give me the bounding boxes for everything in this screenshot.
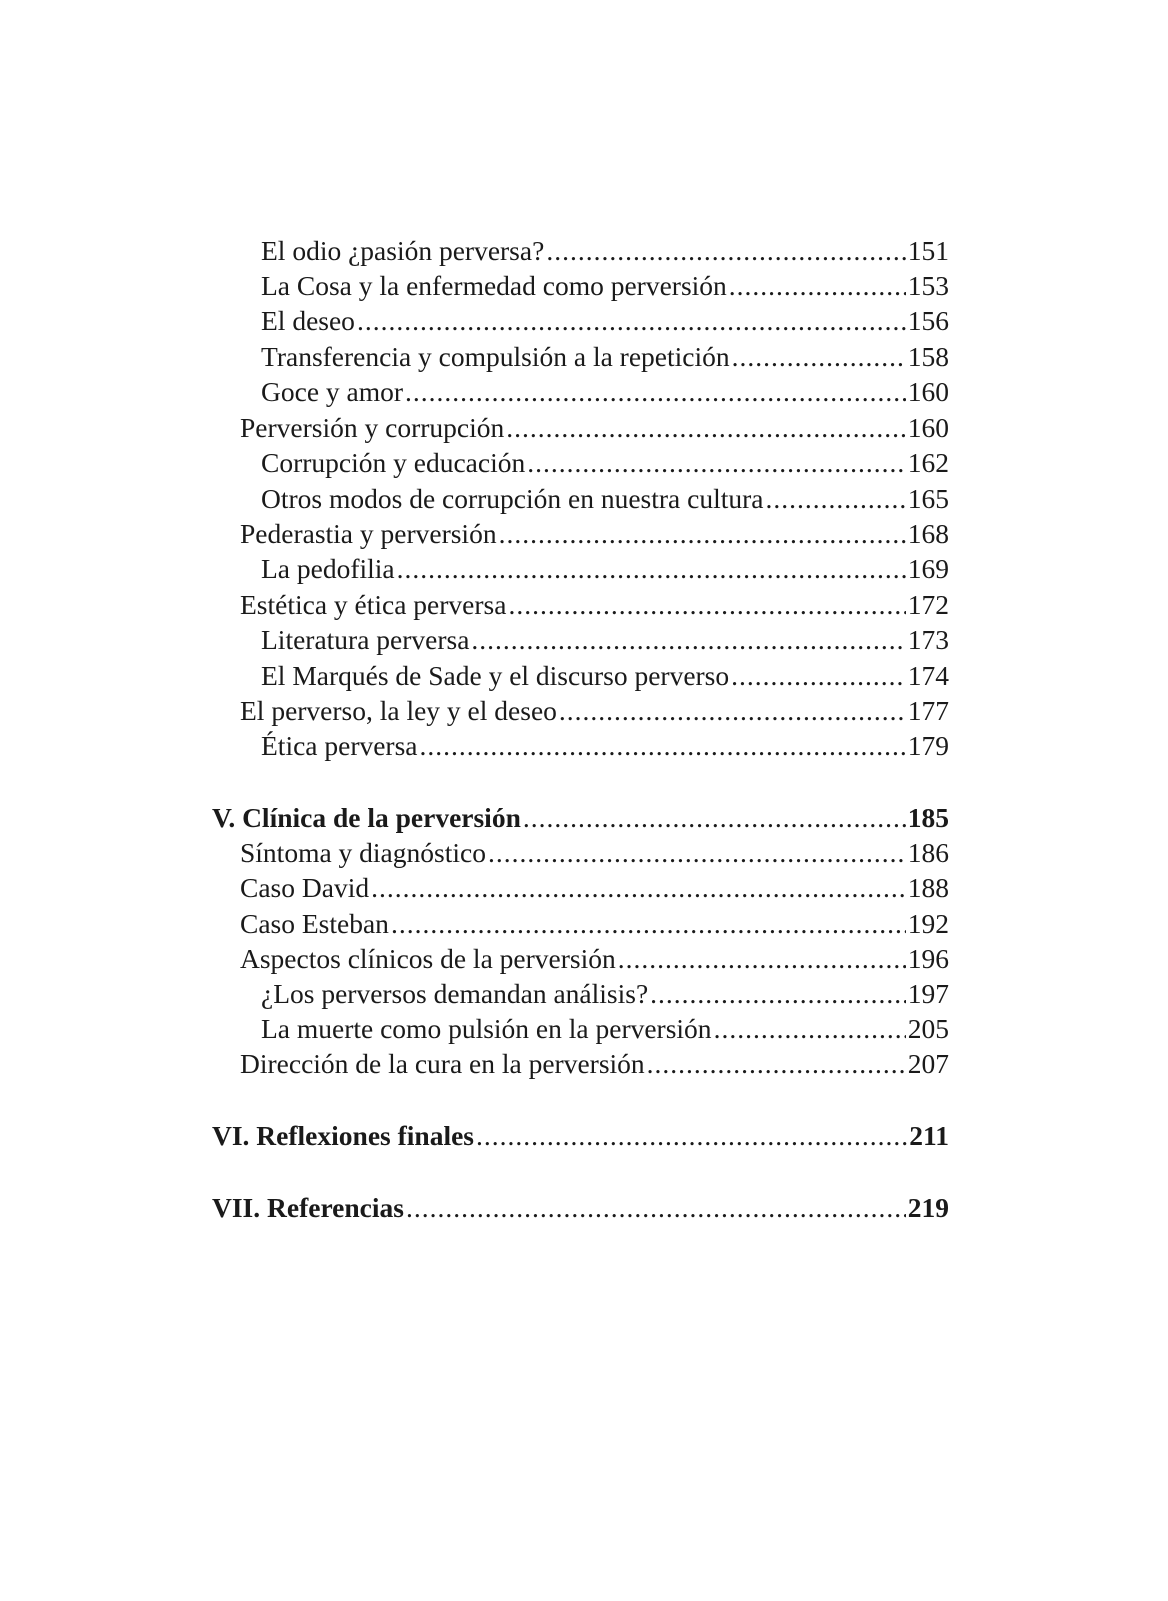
toc-entry (261, 658, 949, 694)
toc-entry (240, 906, 949, 942)
dot-leader (508, 587, 905, 623)
dot-leader (766, 481, 906, 517)
toc-entry (261, 303, 949, 339)
toc-entry-title: El Marqués de Sade y el discurso perverso (261, 660, 730, 691)
dot-leader (420, 728, 906, 764)
dot-leader (488, 835, 906, 871)
toc-entry-title: Ética perversa (261, 730, 418, 761)
toc-entry-title: Transferencia y compulsión a la repetición (261, 341, 730, 372)
toc-entry-page: 173 (907, 624, 949, 655)
toc-entry-title: Dirección de la cura en la perversión (240, 1048, 645, 1079)
toc-entry-title: Literatura perversa (261, 624, 470, 655)
dot-leader (523, 800, 906, 836)
toc-entry (240, 516, 949, 552)
toc-entry-page: 174 (907, 660, 949, 691)
toc-entry-title: VI. Reflexiones finales (212, 1120, 474, 1151)
toc-entry (261, 374, 949, 410)
toc-entry-title: ¿Los perversos demandan análisis? (261, 978, 649, 1009)
toc-entry-title: Aspectos clínicos de la perversión (240, 943, 616, 974)
toc-chapter-entry (212, 1190, 949, 1226)
toc-entry (240, 835, 949, 871)
toc-entry-title: Caso Esteban (240, 908, 389, 939)
toc-entry-title: Caso David (240, 872, 370, 903)
toc-entry (261, 622, 949, 658)
dot-leader (546, 233, 905, 269)
dot-leader (357, 303, 906, 339)
dot-leader (471, 622, 905, 658)
toc-entry (240, 1046, 949, 1082)
dot-leader (371, 870, 906, 906)
dot-leader (506, 410, 906, 446)
toc-entry-title: Pederastia y perversión (240, 518, 497, 549)
toc-entry-title: El odio ¿pasión perversa? (261, 235, 545, 266)
dot-leader (714, 1011, 906, 1047)
toc-entry-title: VII. Referencias (212, 1192, 404, 1223)
toc-entry-title: Síntoma y diagnóstico (240, 837, 486, 868)
toc-entry (261, 445, 949, 481)
toc-chapter-entry (212, 800, 949, 836)
toc-entry-page: 186 (907, 837, 949, 868)
toc-entry-page: 160 (907, 412, 949, 443)
dot-leader (406, 1190, 906, 1226)
dot-leader (499, 516, 906, 552)
toc-entry-title: Otros modos de corrupción en nuestra cultura (261, 483, 764, 514)
dot-leader (650, 976, 906, 1012)
toc-entry (240, 870, 949, 906)
toc-entry-title: La Cosa y la enfermedad como perversión (261, 270, 727, 301)
toc-chapter-entry (212, 1118, 949, 1154)
toc-entry-page: 177 (907, 695, 949, 726)
toc-entry-page: 188 (907, 872, 949, 903)
toc-entry (240, 410, 949, 446)
toc-entry-page: 153 (907, 270, 949, 301)
dot-leader (391, 906, 906, 942)
toc-entry (261, 976, 949, 1012)
toc-entry-page: 160 (907, 376, 949, 407)
toc-entry-page: 197 (907, 978, 949, 1009)
toc-entry-title: Perversión y corrupción (240, 412, 505, 443)
toc-entry-page: 205 (907, 1013, 949, 1044)
toc-entry-title: Estética y ética perversa (240, 589, 507, 620)
toc-entry-title: El perverso, la ley y el deseo (240, 695, 557, 726)
toc-entry-title: La muerte como pulsión en la perversión (261, 1013, 712, 1044)
dot-leader (405, 374, 906, 410)
dot-leader (559, 693, 906, 729)
toc-entry-title: El deseo (261, 305, 355, 336)
toc-entry-page: 185 (907, 802, 949, 833)
toc-entry (261, 1011, 949, 1047)
toc-entry (261, 481, 949, 517)
toc-entry (240, 587, 949, 623)
toc-entry (240, 693, 949, 729)
dot-leader (618, 941, 906, 977)
dot-leader (476, 1118, 907, 1154)
toc-entry-page: 172 (907, 589, 949, 620)
dot-leader (397, 551, 906, 587)
toc-entry (261, 339, 949, 375)
toc-entry-page: 151 (907, 235, 949, 266)
dot-leader (731, 658, 906, 694)
toc-entry (261, 268, 949, 304)
toc-entry-page: 165 (907, 483, 949, 514)
dot-leader (647, 1046, 906, 1082)
toc-entry-page: 196 (907, 943, 949, 974)
dot-leader (527, 445, 906, 481)
dot-leader (732, 339, 906, 375)
toc-entry-title: V. Clínica de la perversión (212, 802, 521, 833)
toc-entry-page: 162 (907, 447, 949, 478)
toc-entry-page: 156 (907, 305, 949, 336)
toc-entry-page: 211 (909, 1120, 949, 1151)
toc-entry (261, 233, 949, 269)
toc-entry-page: 219 (907, 1192, 949, 1223)
toc-entry-page: 168 (907, 518, 949, 549)
toc-entry-title: Goce y amor (261, 376, 404, 407)
toc-entry (261, 728, 949, 764)
toc-entry-page: 158 (907, 341, 949, 372)
toc-entry-page: 179 (907, 730, 949, 761)
toc-entry-page: 169 (907, 553, 949, 584)
toc-entry-page: 192 (907, 908, 949, 939)
toc-entry (261, 551, 949, 587)
toc-entry-title: Corrupción y educación (261, 447, 526, 478)
toc-entry-page: 207 (907, 1048, 949, 1079)
toc-entry (240, 941, 949, 977)
toc-entry-title: La pedofilia (261, 553, 395, 584)
dot-leader (729, 268, 906, 304)
